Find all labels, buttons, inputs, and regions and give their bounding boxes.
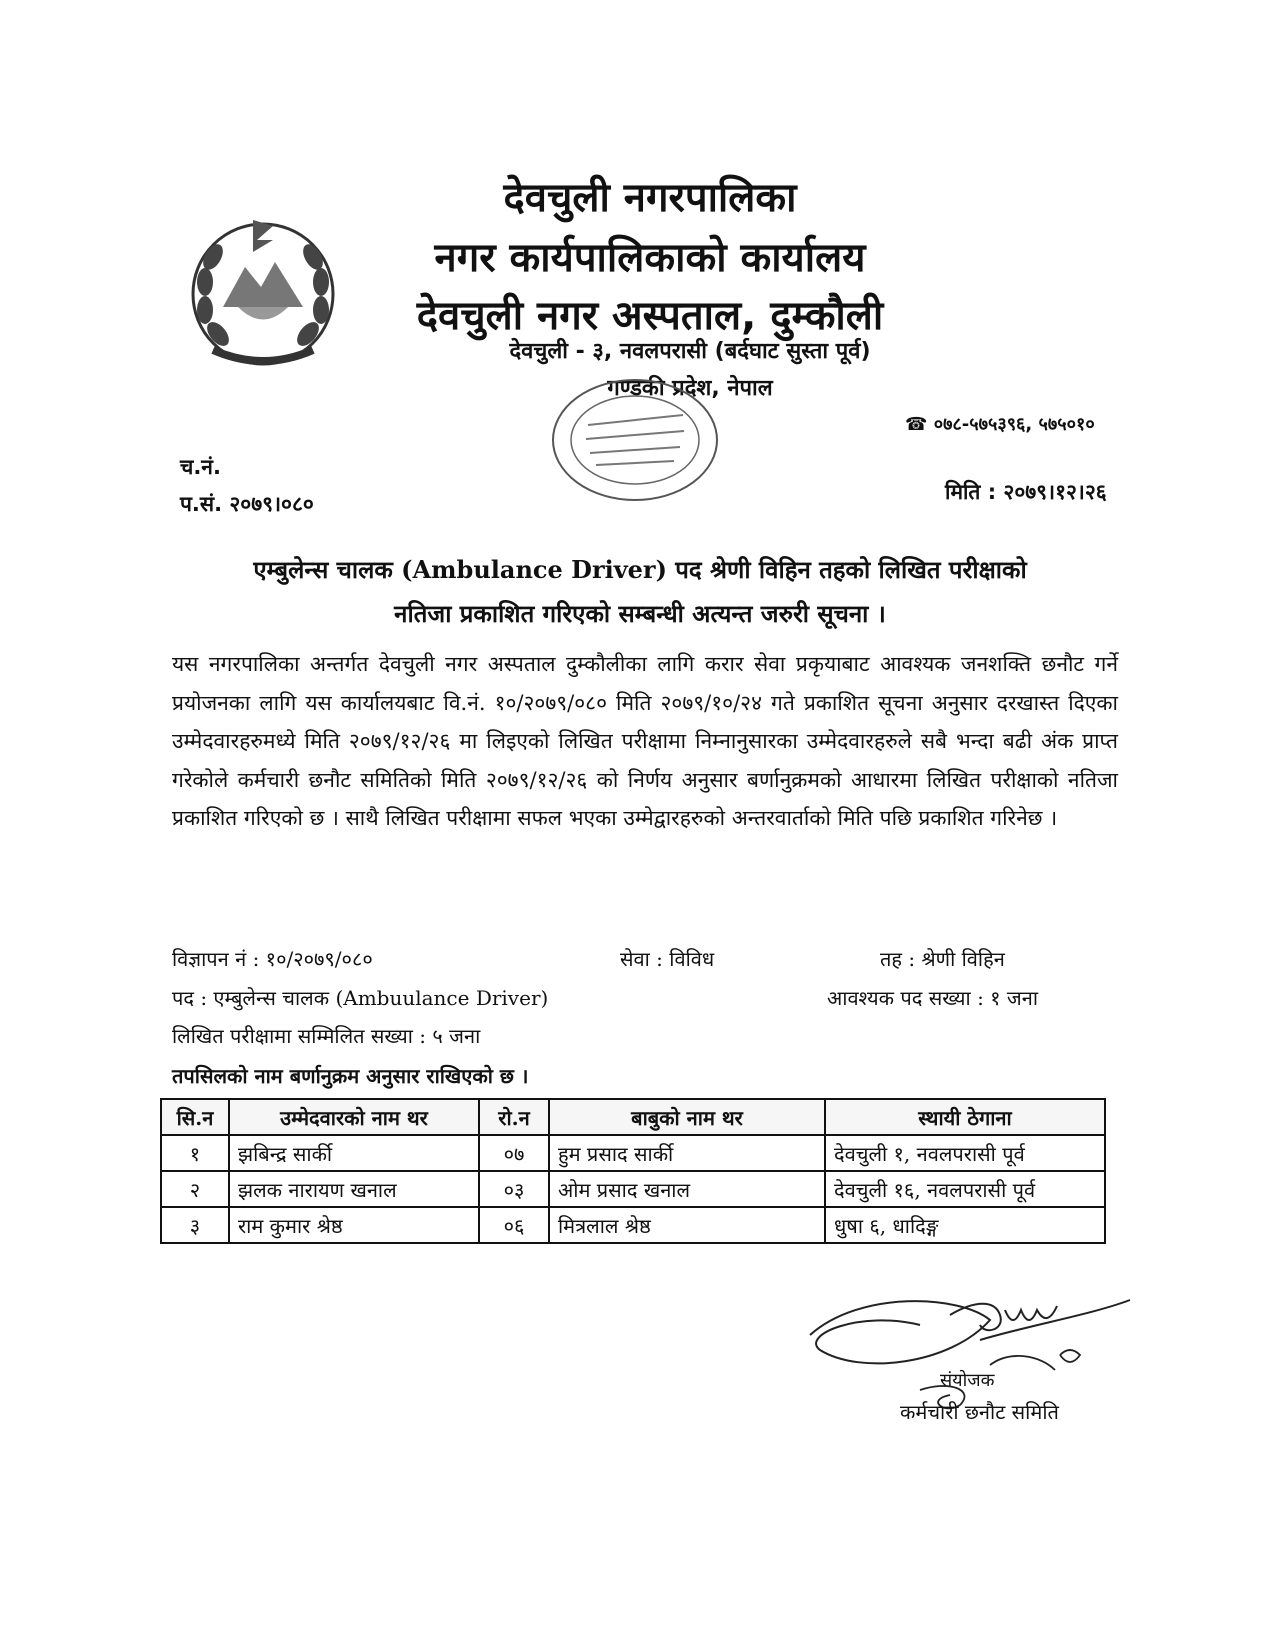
notice-subject — [200, 548, 1080, 636]
nepal-emblem-icon — [183, 212, 343, 372]
permanent-address: देवचुली १६, नवलपरासी पूर्व — [825, 1171, 1105, 1207]
column-header: उम्मेदवारको नाम थर — [229, 1099, 479, 1135]
signatory-committee: कर्मचारी छनौट समिति — [900, 1400, 1059, 1424]
father-name: ओम प्रसाद खनाल — [549, 1171, 825, 1207]
table-row — [161, 1207, 1105, 1243]
participant-count: लिखित परीक्षामा सम्मिलित सख्या : ५ जना — [172, 1024, 481, 1048]
roll-number: ०६ — [479, 1207, 549, 1243]
table-header-row — [161, 1099, 1105, 1135]
cha-number: च.नं. — [180, 455, 221, 479]
telephone-icon: ☎ — [905, 414, 928, 435]
column-header: बाबुको नाम थर — [549, 1099, 825, 1135]
father-name: मित्रलाल श्रेष्ठ — [549, 1207, 825, 1243]
serial-number: १ — [161, 1135, 229, 1171]
office-stamp-icon — [548, 375, 723, 505]
candidate-name: झबिन्द्र सार्की — [229, 1135, 479, 1171]
office-address: देवचुली - ३, नवलपरासी (बर्दघाट सुस्ता पूर्व) — [509, 339, 871, 364]
serial-number: २ — [161, 1171, 229, 1207]
office-name-line: देवचुली नगर अस्पताल, दुम्कौली — [416, 293, 884, 339]
results-table — [160, 1098, 1106, 1244]
candidate-name: राम कुमार श्रेष्ठ — [229, 1207, 479, 1243]
service-group: सेवा : विविध — [620, 947, 715, 971]
office-name-line: नगर कार्यपालिकाको कार्यालय — [434, 235, 866, 281]
fiscal-year: प.सं. २०७९।०८० — [180, 492, 314, 516]
column-header: स्थायी ठेगाना — [825, 1099, 1105, 1135]
notice-date: मिति : २०७९।१२।२६ — [945, 480, 1107, 504]
table-row — [161, 1171, 1105, 1207]
notice-body: यस नगरपालिका अन्तर्गत देवचुली नगर अस्पताल दुम्कौलीका लागि करार सेवा प्रकृयाबाट आवश्यक जनशक्ति छनौट गर्ने प्रयोजनका लागि यस कार्यालयबाट वि.नं. १०/२०७९/०८० मिति २०७९/१०/२४ गते प्रकाशित सूचना अनुसार दरखास्त दिएका उम्मेदवारहरुमध्ये मिति २०७९/१२/२६ मा लिइएको लिखित परीक्षामा निम्नानुसारका उम्मेदवारहरुले सबै भन्दा बढी अंक प्राप्त गरेकोले कर्मचारी छनौट समितिको मिति २०७९/१२/२६ को निर्णय अनुसार बर्णानुक्रमको आधारमा लिखित परीक्षाको नतिजा प्रकाशित गरिएको छ । साथै लिखित परीक्षामा सफल भएका उम्मेद्वारहरुको अन्तरवार्ताको मिति पछि प्रकाशित गरिनेछ । — [172, 652, 1118, 830]
subject-line: एम्बुलेन्स चालक (Ambulance Driver) पद श्रेणी विहिन तहको लिखित परीक्षाको — [253, 555, 1027, 584]
subject-line: नतिजा प्रकाशित गरिएको सम्बन्धी अत्यन्त जरुरी सूचना । — [394, 599, 886, 628]
permanent-address: देवचुली १, नवलपरासी पूर्व — [825, 1135, 1105, 1171]
serial-number: ३ — [161, 1207, 229, 1243]
candidate-name: झलक नारायण खनाल — [229, 1171, 479, 1207]
roll-number: ०७ — [479, 1135, 549, 1171]
advertisement-number: विज्ञापन नं : १०/२०७९/०८० — [172, 947, 373, 971]
permanent-address: धुषा ६, धादिङ्ग — [825, 1207, 1105, 1243]
table-note: तपसिलको नाम बर्णानुक्रम अनुसार राखिएको छ । — [172, 1064, 529, 1088]
post-level: तह : श्रेणी विहिन — [880, 947, 1005, 971]
phone-number: ☎ ०७८-५७५३९६, ५७५०१० — [905, 414, 1095, 435]
signatory-title: संयोजक — [940, 1370, 995, 1391]
post-name: पद : एम्बुलेन्स चालक (Ambuulance Driver) — [172, 986, 549, 1010]
father-name: हुम प्रसाद सार्की — [549, 1135, 825, 1171]
table-row — [161, 1135, 1105, 1171]
office-province: गण्डकी प्रदेश, नेपाल — [607, 376, 773, 401]
column-header: सि.न — [161, 1099, 229, 1135]
column-header: रो.न — [479, 1099, 549, 1135]
roll-number: ०३ — [479, 1171, 549, 1207]
office-name-line: देवचुली नगरपालिका — [503, 175, 797, 221]
required-posts: आवश्यक पद सख्या : १ जना — [827, 986, 1039, 1010]
